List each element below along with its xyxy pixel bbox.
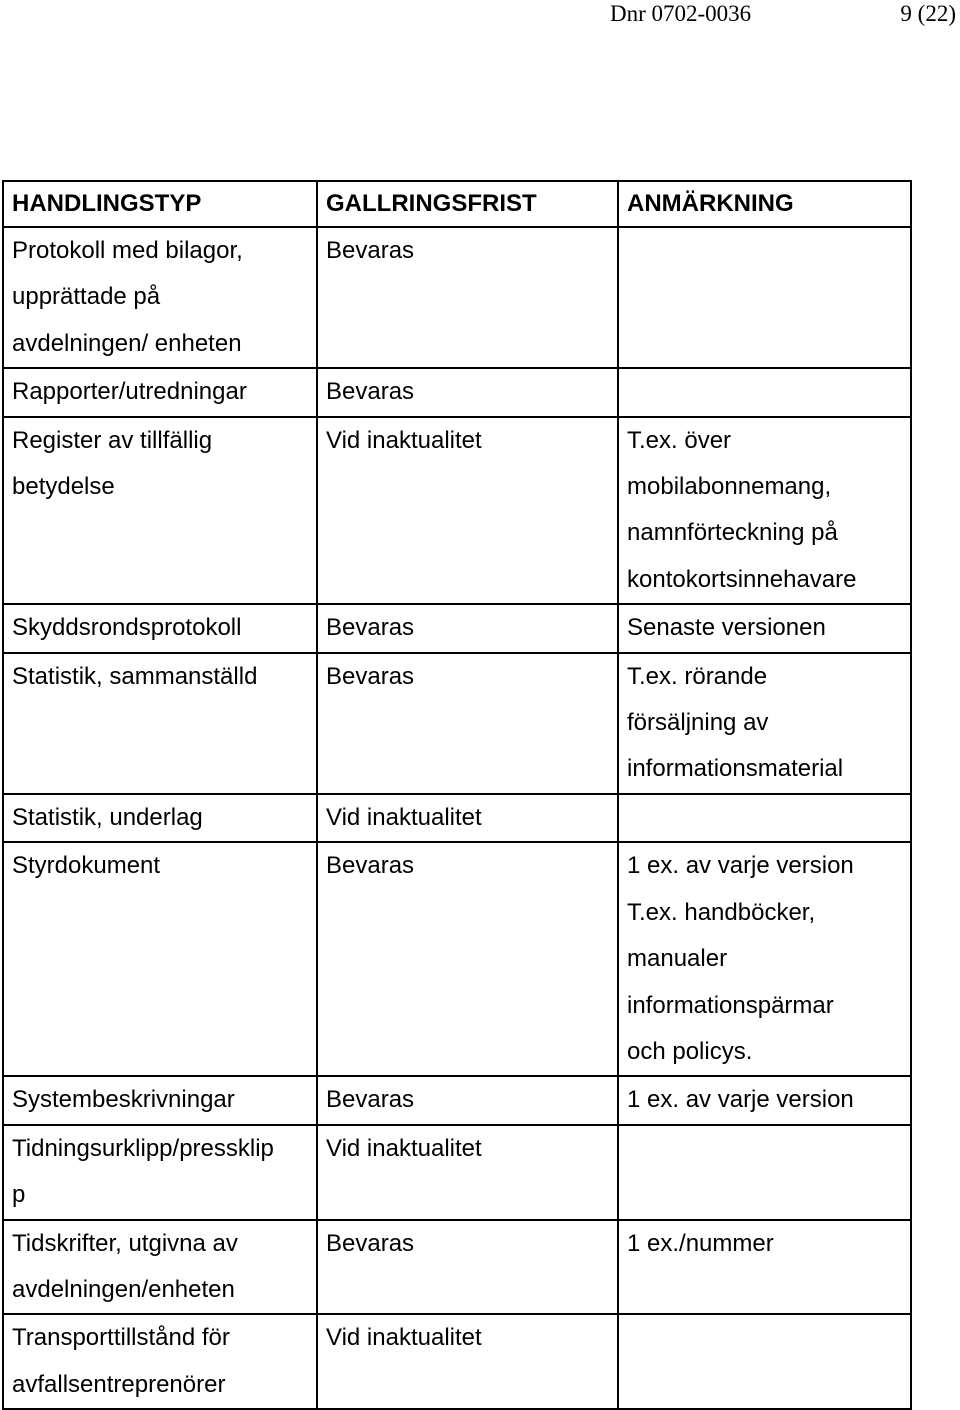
cell-document-type: Tidskrifter, utgivna av avdelningen/enheten: [3, 1220, 317, 1315]
column-header-handlingstyp: HANDLINGSTYP: [3, 181, 317, 227]
cell-remark: [618, 227, 911, 368]
cell-retention-period: Bevaras: [317, 604, 618, 652]
table-row: [3, 1125, 911, 1220]
cell-remark: Senaste versionen: [618, 604, 911, 652]
cell-document-type: Transporttillstånd för avfallsentreprenörer: [3, 1314, 317, 1409]
document-number: Dnr 0702-0036: [610, 1, 752, 26]
cell-retention-period: Bevaras: [317, 842, 618, 1076]
table-row: [3, 417, 911, 605]
cell-remark: [618, 1125, 911, 1220]
cell-retention-period: Bevaras: [317, 368, 618, 416]
column-header-gallringsfrist: GALLRINGSFRIST: [317, 181, 618, 227]
cell-remark: [618, 368, 911, 416]
cell-remark: T.ex. över mobilabonnemang, namnförteckning på kontokortsinnehavare: [618, 417, 911, 605]
cell-document-type: Tidningsurklipp/pressklip p: [3, 1125, 317, 1220]
cell-remark: 1 ex. av varje version T.ex. handböcker, manualer informationspärmar och policys.: [618, 842, 911, 1076]
cell-document-type: Skyddsrondsprotokoll: [3, 604, 317, 652]
cell-remark: [618, 1314, 911, 1409]
table-row: [3, 842, 911, 1076]
table-row: [3, 794, 911, 842]
cell-retention-period: Vid inaktualitet: [317, 794, 618, 842]
cell-document-type: Register av tillfällig betydelse: [3, 417, 317, 605]
table-header-row: [3, 181, 911, 227]
table-row: [3, 653, 911, 794]
cell-retention-period: Vid inaktualitet: [317, 1314, 618, 1409]
table-row: [3, 1314, 911, 1409]
retention-table: [2, 180, 912, 1410]
cell-document-type: Statistik, underlag: [3, 794, 317, 842]
page-header: [610, 0, 960, 30]
table-row: [3, 368, 911, 416]
table-row: [3, 1076, 911, 1124]
cell-retention-period: Bevaras: [317, 227, 618, 368]
cell-document-type: Styrdokument: [3, 842, 317, 1076]
cell-document-type: Rapporter/utredningar: [3, 368, 317, 416]
cell-document-type: Systembeskrivningar: [3, 1076, 317, 1124]
table-row: [3, 227, 911, 368]
cell-remark: 1 ex./nummer: [618, 1220, 911, 1315]
cell-document-type: Protokoll med bilagor, upprättade på avdelningen/ enheten: [3, 227, 317, 368]
cell-retention-period: Bevaras: [317, 653, 618, 794]
cell-document-type: Statistik, sammanställd: [3, 653, 317, 794]
table-row: [3, 604, 911, 652]
table-row: [3, 1220, 911, 1315]
cell-retention-period: Vid inaktualitet: [317, 1125, 618, 1220]
cell-remark: [618, 794, 911, 842]
cell-retention-period: Bevaras: [317, 1220, 618, 1315]
cell-retention-period: Bevaras: [317, 1076, 618, 1124]
cell-remark: 1 ex. av varje version: [618, 1076, 911, 1124]
cell-remark: T.ex. rörande försäljning av informationsmaterial: [618, 653, 911, 794]
cell-retention-period: Vid inaktualitet: [317, 417, 618, 605]
page-number: 9 (22): [900, 1, 956, 26]
column-header-anmarkning: ANMÄRKNING: [618, 181, 911, 227]
